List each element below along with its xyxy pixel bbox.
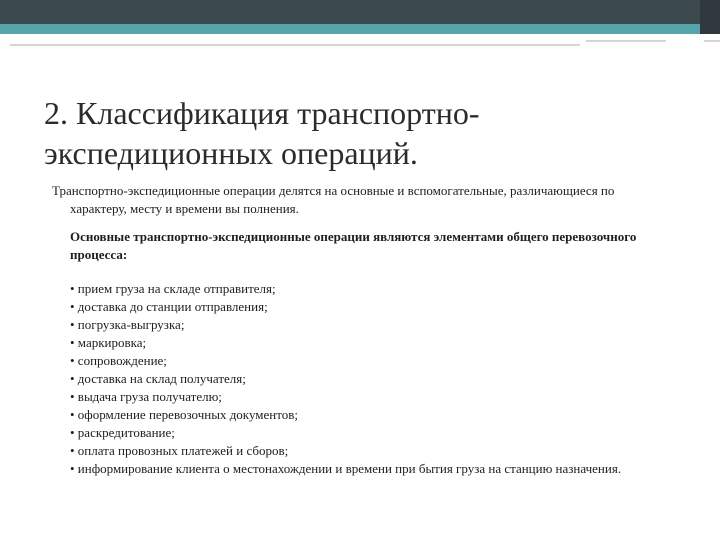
list-item: • оплата провозных платежей и сборов; bbox=[70, 443, 289, 458]
list-item: • оформление перевозочных документов; bbox=[70, 407, 298, 422]
slide-body bbox=[52, 182, 672, 478]
list-item: • прием груза на складе отправителя; bbox=[70, 281, 276, 296]
list-item: • погрузка-выгрузка; bbox=[70, 317, 185, 332]
header-band bbox=[0, 0, 720, 24]
divider-line bbox=[10, 44, 580, 46]
list-item: • выдача груза получателю; bbox=[70, 389, 222, 404]
divider-line bbox=[704, 40, 720, 42]
operations-list bbox=[70, 280, 672, 478]
list-item: • информирование клиента о местонахождении и времени при бытия груза на станцию назначения. bbox=[70, 461, 622, 476]
intro-paragraph: Транспортно-экспедиционные операции делятся на основные и вспомогательные, различающиеся по характеру, месту и времени вы полнения. bbox=[52, 183, 615, 216]
list-item: • доставка до станции отправления; bbox=[70, 299, 268, 314]
list-item: • маркировка; bbox=[70, 335, 147, 350]
lead-paragraph: Основные транспортно-экспедиционные операции являются элементами общего перевозочного процесса: bbox=[70, 229, 637, 262]
header-accent-stripe bbox=[0, 24, 720, 34]
list-item: • раскредитование; bbox=[70, 425, 175, 440]
header-corner-block bbox=[700, 0, 720, 34]
list-item: • сопровождение; bbox=[70, 353, 167, 368]
divider-line bbox=[586, 40, 666, 42]
list-item: • доставка на склад получателя; bbox=[70, 371, 246, 386]
slide-title: 2. Классификация транспортно-экспедиционных операций. bbox=[44, 95, 480, 172]
